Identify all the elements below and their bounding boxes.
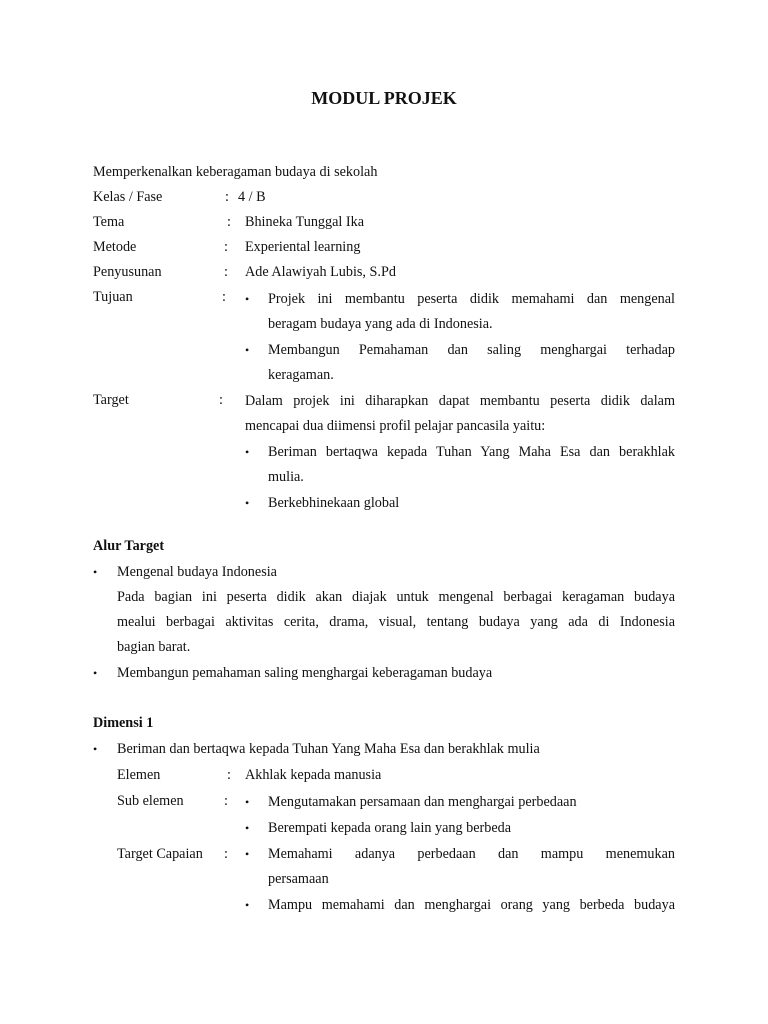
elemen-colon: : <box>227 767 231 783</box>
tema-colon: : <box>227 214 231 230</box>
bullet-icon: • <box>245 795 250 809</box>
capaian-colon: : <box>224 846 228 862</box>
bullet-icon: • <box>245 496 250 510</box>
bullet-icon: • <box>93 666 98 680</box>
metode-value: Experiental learning <box>245 239 361 255</box>
alur-para-line-2: mealui berbagai aktivitas cerita, drama, visual, tentang budaya yang ada di Indonesia <box>117 614 675 630</box>
kelas-value: 4 / B <box>238 189 266 205</box>
bullet-icon: • <box>245 898 250 912</box>
sub-elemen-colon: : <box>224 793 228 809</box>
tujuan-label: Tujuan <box>93 289 133 305</box>
dimensi-item: Beriman dan bertaqwa kepada Tuhan Yang Maha Esa dan berakhlak mulia <box>117 741 540 757</box>
capaian-item-1-line-1: Memahami adanya perbedaan dan mampu menemukan <box>268 846 675 862</box>
bullet-icon: • <box>245 445 250 459</box>
target-label: Target <box>93 392 129 408</box>
capaian-item-1-line-2: persamaan <box>268 871 329 887</box>
dimensi-heading: Dimensi 1 <box>93 715 154 731</box>
capaian-label: Target Capaian <box>117 846 203 862</box>
sub-elemen-item-2: Berempati kepada orang lain yang berbeda <box>268 820 512 836</box>
alur-para-line-3: bagian barat. <box>117 639 191 655</box>
page-title: MODUL PROJEK <box>311 88 457 108</box>
tujuan-colon: : <box>222 289 226 305</box>
target-item-2-line-1: Berkebhinekaan global <box>268 495 400 511</box>
metode-colon: : <box>224 239 228 255</box>
subtitle: Memperkenalkan keberagaman budaya di sekolah <box>93 164 378 180</box>
kelas-label: Kelas / Fase <box>93 189 163 205</box>
alur-item-1: Mengenal budaya Indonesia <box>117 564 277 580</box>
bullet-icon: • <box>245 847 250 861</box>
alur-para-line-1: Pada bagian ini peserta didik akan diajak untuk mengenal berbagai keragaman budaya <box>117 589 675 605</box>
bullet-icon: • <box>245 292 250 306</box>
metode-label: Metode <box>93 239 137 255</box>
target-item-1-line-2: mulia. <box>268 469 304 485</box>
capaian-item-2-line-1: Mampu memahami dan menghargai orang yang berbeda budaya <box>268 897 675 913</box>
elemen-value: Akhlak kepada manusia <box>245 767 382 783</box>
elemen-label: Elemen <box>117 767 161 783</box>
alur-item-2: Membangun pemahaman saling menghargai keberagaman budaya <box>117 665 493 681</box>
bullet-icon: • <box>93 742 98 756</box>
tujuan-item-2-line-2: keragaman. <box>268 367 334 383</box>
penyusun-colon: : <box>224 264 228 280</box>
bullet-icon: • <box>245 343 250 357</box>
alur-heading: Alur Target <box>93 538 165 554</box>
sub-elemen-label: Sub elemen <box>117 793 184 809</box>
sub-elemen-item-1: Mengutamakan persamaan dan menghargai perbedaan <box>268 794 577 810</box>
tujuan-item-1-line-2: beragam budaya yang ada di Indonesia. <box>268 316 493 332</box>
tema-label: Tema <box>93 214 125 230</box>
target-line-2: mencapai dua diimensi profil pelajar pancasila yaitu: <box>245 418 546 434</box>
tema-value: Bhineka Tunggal Ika <box>245 214 365 230</box>
target-colon: : <box>219 392 223 408</box>
bullet-icon: • <box>93 565 98 579</box>
tujuan-item-2-line-1: Membangun Pemahaman dan saling menghargai terhadap <box>268 342 675 358</box>
bullet-icon: • <box>245 821 250 835</box>
target-item-1-line-1: Beriman bertaqwa kepada Tuhan Yang Maha Esa dan berakhlak <box>268 444 675 460</box>
kelas-colon: : <box>225 189 229 205</box>
target-line-1: Dalam projek ini diharapkan dapat membantu peserta didik dalam <box>245 393 675 409</box>
penyusun-value: Ade Alawiyah Lubis, S.Pd <box>245 264 396 280</box>
penyusun-label: Penyusunan <box>93 264 162 280</box>
tujuan-item-1-line-1: Projek ini membantu peserta didik memahami dan mengenal <box>268 291 675 307</box>
